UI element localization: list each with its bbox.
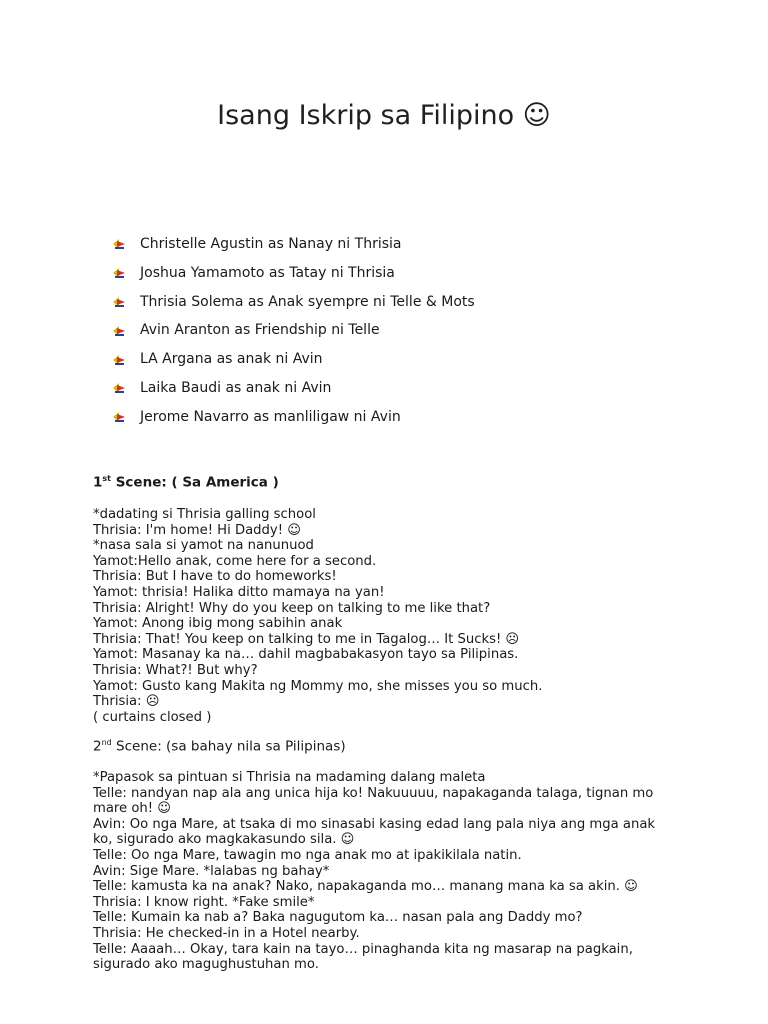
arrow-bullet-icon xyxy=(112,354,126,366)
scene-2-heading: 2nd Scene: (sa bahay nila sa Pilipinas) xyxy=(93,738,346,755)
script-line: ( curtains closed ) xyxy=(93,709,212,725)
list-item xyxy=(112,316,475,345)
script-line: Thrisia: ☹ xyxy=(93,694,160,710)
list-item xyxy=(112,259,475,288)
list-item xyxy=(112,288,475,317)
scene-1-script xyxy=(93,507,693,725)
cast-entry: Avin Aranton as Friendship ni Telle xyxy=(140,322,380,339)
cast-entry: Jerome Navarro as manliligaw ni Avin xyxy=(140,408,401,425)
script-line: *nasa sala si yamot na nanunuod xyxy=(93,538,314,554)
arrow-bullet-icon xyxy=(112,267,126,279)
script-line: Yamot: Gusto kang Makita ng Mommy mo, she misses you so much. xyxy=(93,678,543,694)
list-item xyxy=(112,374,475,403)
cast-entry: LA Argana as anak ni Avin xyxy=(140,351,323,368)
cast-entry: Joshua Yamamoto as Tatay ni Thrisia xyxy=(140,264,395,281)
cast-entry: Laika Baudi as anak ni Avin xyxy=(140,379,332,396)
script-line: Telle: Kumain ka nab a? Baka nagugutom ka… nasan pala ang Daddy mo? xyxy=(93,910,583,926)
script-line: Thrisia: What?! But why? xyxy=(93,662,258,678)
arrow-bullet-icon xyxy=(112,325,126,337)
cast-entry: Thrisia Solema as Anak syempre ni Telle & Mots xyxy=(140,293,475,310)
scene-2-script xyxy=(93,770,678,973)
cast-list xyxy=(112,230,475,432)
arrow-bullet-icon xyxy=(112,382,126,394)
script-line: *Papasok sa pintuan si Thrisia na madaming dalang maleta xyxy=(93,770,486,785)
script-line: Avin: Oo nga Mare, at tsaka di mo sinasabi kasing edad lang pala niya ang mga anak ko, sigurado ako magkakasundo sila. ☺ xyxy=(93,816,656,848)
script-line: Yamot:Hello anak, come here for a second. xyxy=(93,553,377,569)
script-line: Yamot: thrisia! Halika ditto mamaya na yan! xyxy=(93,584,385,600)
script-line: Thrisia: I know right. *Fake smile* xyxy=(93,894,315,910)
list-item xyxy=(112,230,475,259)
arrow-bullet-icon xyxy=(112,296,126,308)
script-line: Thrisia: He checked-in in a Hotel nearby. xyxy=(93,925,360,941)
script-line: Thrisia: Alright! Why do you keep on talking to me like that? xyxy=(93,600,491,616)
script-line: Yamot: Masanay ka na… dahil magbabakasyon tayo sa Pilipinas. xyxy=(93,647,519,663)
arrow-bullet-icon xyxy=(112,411,126,423)
script-line: Telle: Aaaah… Okay, tara kain na tayo… pinaghanda kita ng masarap na pagkain, sigurado ako magughustuhan mo. xyxy=(93,941,633,973)
script-line: Telle: nandyan nap ala ang unica hija ko! Nakuuuuu, napakaganda talaga, tignan mo mare oh! ☺ xyxy=(93,785,654,817)
scene-1-heading: 1st Scene: ( Sa America ) xyxy=(93,474,279,491)
list-item xyxy=(112,345,475,374)
script-line: *dadating si Thrisia galling school xyxy=(93,507,316,522)
arrow-bullet-icon xyxy=(112,238,126,250)
list-item xyxy=(112,403,475,432)
script-line: Telle: kamusta ka na anak? Nako, napakaganda mo… manang mana ka sa akin. ☺ xyxy=(93,879,638,895)
document-title: Isang Iskrip sa Filipino ☺ xyxy=(217,100,551,131)
script-line: Thrisia: That! You keep on talking to me in Tagalog… It Sucks! ☹ xyxy=(93,631,520,647)
script-line: Telle: Oo nga Mare, tawagin mo nga anak mo at ipakikilala natin. xyxy=(93,847,522,863)
script-line: Thrisia: I'm home! Hi Daddy! ☺ xyxy=(93,522,301,538)
script-line: Avin: Sige Mare. *lalabas ng bahay* xyxy=(93,863,330,879)
cast-entry: Christelle Agustin as Nanay ni Thrisia xyxy=(140,236,402,252)
script-line: Thrisia: But I have to do homeworks! xyxy=(93,569,337,585)
script-line: Yamot: Anong ibig mong sabihin anak xyxy=(93,616,343,632)
